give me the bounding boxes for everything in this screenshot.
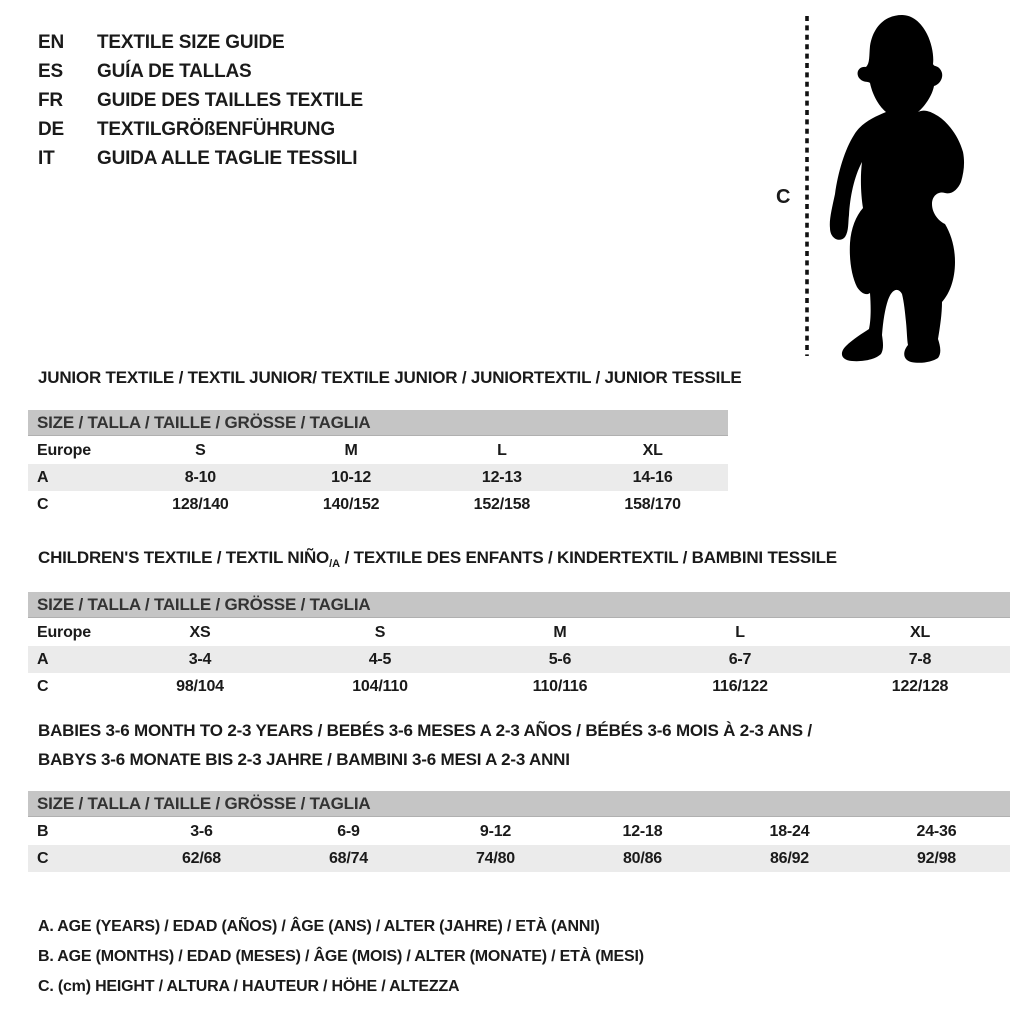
language-guide-text: TEXTILGRÖßENFÜHRUNG <box>97 119 335 140</box>
babies-size-table <box>28 818 1010 872</box>
language-guide-text: GUÍA DE TALLAS <box>97 61 252 82</box>
table-cell: 92/98 <box>916 849 957 867</box>
table-cell: 9-12 <box>479 822 512 840</box>
row-label: C <box>37 495 49 513</box>
table-cell: M <box>344 441 358 459</box>
language-guide-row <box>38 144 363 173</box>
table-row <box>28 818 1010 845</box>
language-code: EN <box>38 32 64 53</box>
table-cell: 14-16 <box>632 468 673 486</box>
language-guide-row <box>38 57 363 86</box>
footnote-b: B. AGE (MONTHS) / EDAD (MESES) / ÂGE (MOIS) / ALTER (MONATE) / ETÀ (MESI) <box>38 948 644 965</box>
babies-section-title <box>38 716 812 774</box>
table-cell: XS <box>189 623 211 641</box>
language-guide-text: GUIDA ALLE TAGLIE TESSILI <box>97 148 358 169</box>
table-cell: 110/116 <box>532 677 588 695</box>
row-label: B <box>37 822 49 840</box>
table-cell: 6-7 <box>728 650 752 668</box>
table-cell: 128/140 <box>172 495 229 513</box>
toddler-figure <box>796 10 1016 366</box>
table-cell: L <box>735 623 745 641</box>
language-code: IT <box>38 148 55 169</box>
babies-title-line1: BABIES 3-6 MONTH TO 2-3 YEARS / BEBÉS 3-6 MESES A 2-3 AÑOS / BÉBÉS 3-6 MOIS À 2-3 ANS / <box>38 721 812 740</box>
table-row <box>28 845 1010 872</box>
table-row <box>28 491 728 518</box>
language-code: DE <box>38 119 64 140</box>
table-row <box>28 464 728 491</box>
height-measure-label: C <box>776 186 791 208</box>
table-cell: XL <box>909 623 931 641</box>
language-code: ES <box>38 61 63 82</box>
table-cell: 8-10 <box>184 468 216 486</box>
footnotes <box>38 912 644 1002</box>
toddler-silhouette <box>830 15 964 363</box>
table-cell: 12-13 <box>481 468 522 486</box>
row-label: Europe <box>37 623 91 641</box>
table-row <box>28 619 1010 646</box>
junior-section-title: JUNIOR TEXTILE / TEXTIL JUNIOR/ TEXTILE JUNIOR / JUNIORTEXTIL / JUNIOR TESSILE <box>38 368 742 387</box>
babies-size-header-bar: SIZE / TALLA / TAILLE / GRÖSSE / TAGLIA <box>28 791 1010 817</box>
children-title-suffix: / TEXTILE DES ENFANTS / KINDERTEXTIL / BAMBINI TESSILE <box>340 548 837 567</box>
table-cell: 140/152 <box>322 495 380 513</box>
table-cell: 104/110 <box>352 677 408 695</box>
table-cell: 122/128 <box>891 677 949 695</box>
table-cell: XL <box>642 441 663 459</box>
table-row <box>28 646 1010 673</box>
table-cell: 62/68 <box>181 849 222 867</box>
table-cell: 158/170 <box>624 495 681 513</box>
footnote-c: C. (cm) HEIGHT / ALTURA / HAUTEUR / HÖHE / ALTEZZA <box>38 978 460 995</box>
babies-title-line2: BABYS 3-6 MONATE BIS 2-3 JAHRE / BAMBINI 3-6 MESI A 2-3 ANNI <box>38 750 570 769</box>
table-cell: 10-12 <box>331 468 372 486</box>
table-cell: S <box>374 623 386 641</box>
children-title-subscript: /A <box>329 558 341 570</box>
children-size-header-bar: SIZE / TALLA / TAILLE / GRÖSSE / TAGLIA <box>28 592 1010 618</box>
children-section-title <box>38 548 837 570</box>
language-code: FR <box>38 90 63 111</box>
table-cell: 3-4 <box>188 650 212 668</box>
language-guide-text: TEXTILE SIZE GUIDE <box>97 32 285 53</box>
language-guide-row <box>38 28 363 57</box>
table-cell: 116/122 <box>712 677 768 695</box>
table-cell: 7-8 <box>908 650 932 668</box>
language-guide-text: GUIDE DES TAILLES TEXTILE <box>97 90 363 111</box>
row-label: C <box>37 677 49 695</box>
table-cell: S <box>195 441 206 459</box>
table-cell: 152/158 <box>473 495 531 513</box>
table-cell: 80/86 <box>622 849 663 867</box>
table-cell: 12-18 <box>622 822 663 840</box>
junior-size-header-bar: SIZE / TALLA / TAILLE / GRÖSSE / TAGLIA <box>28 410 728 436</box>
row-label: A <box>37 468 49 486</box>
table-cell: 24-36 <box>916 822 957 840</box>
row-label: A <box>37 650 49 668</box>
language-guide-row <box>38 86 363 115</box>
junior-size-table <box>28 437 728 518</box>
table-cell: 98/104 <box>176 677 224 695</box>
table-cell: L <box>497 441 507 459</box>
table-cell: 86/92 <box>769 849 810 867</box>
table-row <box>28 437 728 464</box>
children-title-prefix: CHILDREN'S TEXTILE / TEXTIL NIÑO <box>38 548 330 567</box>
row-label: C <box>37 849 49 867</box>
table-cell: 5-6 <box>548 650 572 668</box>
table-cell: 68/74 <box>328 849 369 867</box>
table-cell: M <box>553 623 567 641</box>
table-cell: 18-24 <box>769 822 810 840</box>
table-cell: 6-9 <box>337 822 360 840</box>
footnote-a: A. AGE (YEARS) / EDAD (AÑOS) / ÂGE (ANS) / ALTER (JAHRE) / ETÀ (ANNI) <box>38 918 600 935</box>
children-size-table <box>28 619 1010 700</box>
table-cell: 74/80 <box>475 849 516 867</box>
language-guide-list <box>38 28 363 173</box>
table-row <box>28 673 1010 700</box>
table-cell: 4-5 <box>368 650 392 668</box>
language-guide-row <box>38 115 363 144</box>
table-cell: 3-6 <box>190 822 213 840</box>
row-label: Europe <box>37 441 91 459</box>
